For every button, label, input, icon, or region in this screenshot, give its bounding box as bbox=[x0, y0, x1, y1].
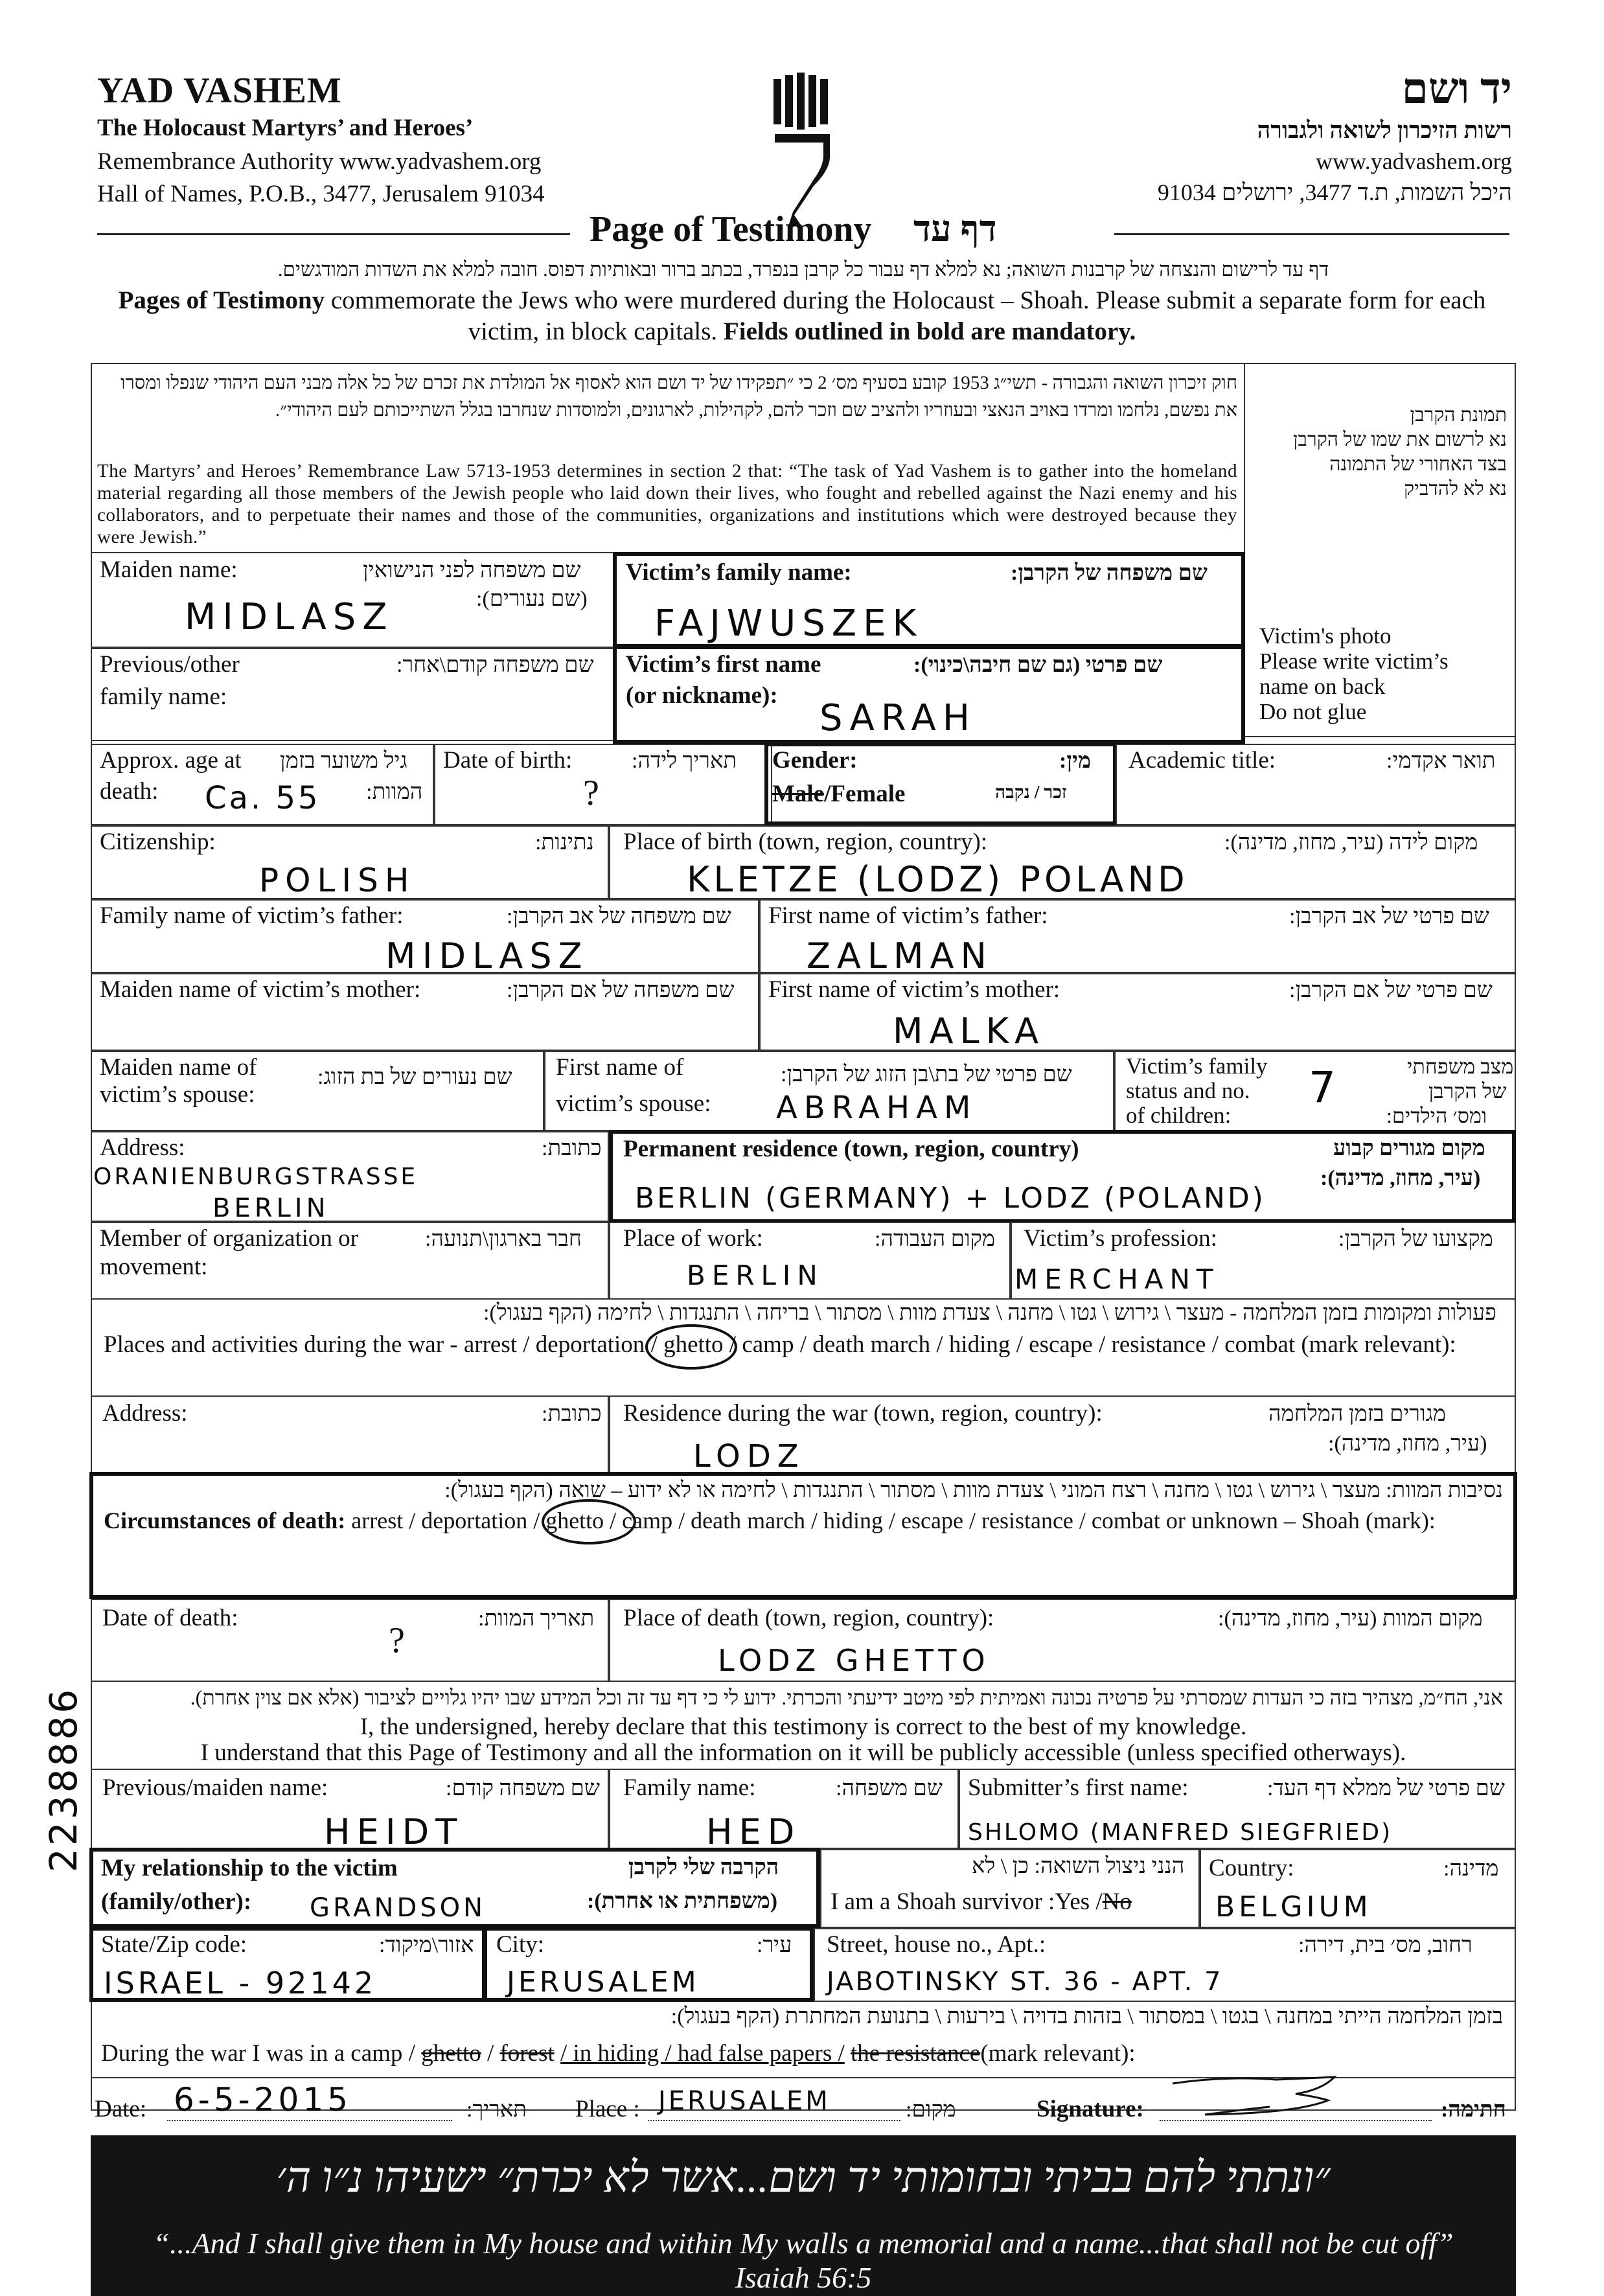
pob-label: Place of birth (town, region, country): bbox=[623, 829, 988, 855]
address-label-he: כתובת: bbox=[542, 1136, 602, 1160]
pod-value: LODZ GHETTO bbox=[718, 1643, 991, 1678]
member-org-label-1: Member of organization or bbox=[100, 1225, 358, 1252]
spouse-first-label-he: שם פרטי של בת\בן הזוג של הקרבן: bbox=[781, 1062, 1072, 1086]
signature-label-he: חתימה: bbox=[1441, 2098, 1506, 2122]
relationship-label-he-2: (משפחתית או אחרת): bbox=[587, 1889, 778, 1913]
gender-options bbox=[772, 780, 905, 808]
spouse-maiden-label-2: victim’s spouse: bbox=[100, 1081, 255, 1108]
relationship-value: GRANDSON bbox=[310, 1893, 487, 1923]
country-value: BELGIUM bbox=[1215, 1890, 1372, 1923]
org-line-3-en: Hall of Names, P.O.B., 3477, Jerusalem 91034 bbox=[97, 181, 545, 207]
survivor-label-he: הנני ניצול השואה: כן \ לא bbox=[972, 1854, 1185, 1878]
place-label-he: מקום: bbox=[906, 2098, 956, 2122]
maiden-name-label-he2: (שם נעורים): bbox=[476, 587, 588, 611]
mother-maiden-label: Maiden name of victim’s mother: bbox=[100, 976, 421, 1003]
place-line bbox=[648, 2120, 900, 2121]
mother-maiden-label-he: שם משפחה של אם הקרבן: bbox=[507, 978, 735, 1002]
photo-he-1: תמונת הקרבן bbox=[1410, 404, 1507, 426]
academic-label-he: תואר אקדמי: bbox=[1386, 749, 1496, 773]
activities-label-he: פעולות ומקומות בזמן המלחמה - מעצר \ גירוש \ גטו \ מחנה \ צעדת מוות \ מסתור \ בריחה \ התנגדות \ לחימה (הקף בעגול): bbox=[483, 1301, 1496, 1325]
pod-label-he: מקום המוות (עיר, מחוז, מדינה): bbox=[1218, 1607, 1483, 1631]
relationship-label-1: My relationship to the victim bbox=[101, 1855, 398, 1881]
place-label: Place : bbox=[575, 2096, 640, 2122]
survivor-label-en bbox=[831, 1888, 1132, 1916]
father-first-value: ZALMAN bbox=[807, 936, 993, 976]
side-registration-number: 2238886 bbox=[41, 1686, 86, 1872]
member-org-label-2: movement: bbox=[100, 1254, 208, 1280]
relationship-label-2: (family/other): bbox=[101, 1888, 252, 1915]
permanent-residence-value: BERLIN (GERMANY) + LODZ (POLAND) bbox=[635, 1182, 1266, 1215]
profession-label: Victim’s profession: bbox=[1024, 1225, 1217, 1252]
submitter-prev-name-label-he: שם משפחה קודם: bbox=[446, 1776, 600, 1800]
age-label-1: Approx. age at bbox=[100, 747, 242, 774]
declaration-en-2: I understand that this Page of Testimony and all the information on it will be publicly accessible (unless specified otherways). bbox=[200, 1739, 1406, 1766]
org-name-he: יד ושם bbox=[1401, 65, 1512, 113]
org-line-3-he: היכל השמות, ת.ד 3477, ירושלים 91034 bbox=[1157, 179, 1512, 205]
signature-scribble-icon bbox=[1166, 2071, 1347, 2122]
gender-label: Gender: bbox=[772, 747, 858, 774]
header-rule-right bbox=[1114, 233, 1509, 235]
spouse-maiden-label-he: שם נעורים של בת הזוג: bbox=[317, 1065, 512, 1089]
circumstances-label-en-rest: arrest / deportation / ghetto / camp / death march / hiding / escape / resistance / combat or unknown – Shoah (mark): bbox=[345, 1508, 1436, 1533]
during-war-field[interactable] bbox=[91, 2002, 1516, 2078]
zip-label-he: אזור\מיקוד: bbox=[379, 1933, 474, 1957]
street-label-he: רחוב, מס׳ בית, דירה: bbox=[1298, 1933, 1472, 1957]
signature-label: Signature: bbox=[1037, 2096, 1144, 2122]
circumstances-label-en bbox=[104, 1507, 1436, 1534]
date-label-he: תאריך: bbox=[466, 2098, 527, 2122]
war-residence-value: LODZ bbox=[693, 1438, 805, 1475]
pob-value: KLETZE (LODZ) POLAND bbox=[687, 859, 1189, 900]
intro-he: דף עד לרישום והנצחה של קרבנות השואה; נא למלא דף עבור כל קרבן בנפרד, בכתב ברור ובאותיות דפוס. חובה למלא את השדות המודגשים. bbox=[277, 258, 1329, 281]
address-value-1: ORANIENBURGSTRASSE bbox=[93, 1164, 418, 1190]
declaration-he: אני, הח״מ, מצהיר בזה כי העדות שמסרתי על פרטיה נכונה ואמיתית לפי מיטב ידיעתי והכרתי. ידוע לי כי דף עד זה וכל המידע שבו יהיו גלויים לציבור (אלא אם צוין אחרת). bbox=[190, 1686, 1503, 1709]
intro-en-bold2: Fields outlined in bold are mandatory. bbox=[723, 317, 1136, 345]
previous-name-label-he: שם משפחה קודם\אחר: bbox=[396, 653, 594, 677]
gender-label-he: מין: bbox=[1059, 749, 1092, 773]
address-value-2: BERLIN bbox=[212, 1193, 330, 1223]
activities-field[interactable] bbox=[91, 1300, 1516, 1395]
intro-en bbox=[97, 285, 1507, 347]
city-value: JERUSALEM bbox=[507, 1966, 700, 1999]
family-status-label-he-3: ומס׳ הילדים: bbox=[1386, 1104, 1487, 1127]
war-address-label-he: כתובת: bbox=[542, 1402, 602, 1426]
permanent-residence-label-he-1: מקום מגורים קבוע bbox=[1333, 1136, 1485, 1160]
submitter-prev-name-value: HEIDT bbox=[324, 1811, 464, 1852]
city-label-he: עיר: bbox=[757, 1933, 792, 1957]
intro-en-bold: Pages of Testimony bbox=[118, 286, 325, 314]
maiden-name-label-he: שם משפחה לפני הנישואין bbox=[363, 558, 581, 582]
intro-en-rest: commemorate the Jews who were murdered during the Holocaust – Shoah. Please submit a separate form for each victim, in block capitals. bbox=[325, 286, 1486, 345]
date-line bbox=[167, 2120, 452, 2121]
date-value: 6-5-2015 bbox=[174, 2081, 352, 2118]
survivor-option-no: No bbox=[1102, 1888, 1132, 1915]
mother-first-value: MALKA bbox=[893, 1011, 1046, 1051]
gender-options-he: זכר / נקבה bbox=[995, 783, 1067, 803]
citizenship-label: Citizenship: bbox=[100, 829, 216, 855]
place-value: JERUSALEM bbox=[658, 2086, 831, 2116]
family-status-label-2: status and no. bbox=[1126, 1078, 1250, 1103]
submitter-first-name-label-he: שם פרטי של ממלא דף העד: bbox=[1267, 1776, 1505, 1800]
submitter-family-name-value: HED bbox=[706, 1811, 801, 1852]
spouse-first-label-2: victim’s spouse: bbox=[556, 1090, 711, 1117]
photo-en-1: Victim's photo bbox=[1259, 623, 1392, 649]
street-value: JABOTINSKY ST. 36 - APT. 7 bbox=[827, 1967, 1223, 1997]
zip-label: State/Zip code: bbox=[101, 1931, 247, 1958]
submitter-family-name-label-he: שם משפחה: bbox=[836, 1776, 943, 1800]
age-label-2: death: bbox=[100, 778, 159, 805]
circumstances-label-he: נסיבות המוות: מעצר \ גירוש \ גטו \ מחנה \ רצח המוני \ צעדת מוות \ מסתור \ התנגדות \ לחימה או לא ידוע – שואה (הקף בעגול): bbox=[444, 1478, 1503, 1502]
first-name-value: SARAH bbox=[819, 697, 976, 739]
dob-label-he: תאריך לידה: bbox=[632, 749, 737, 773]
header-rule-left bbox=[97, 233, 570, 235]
permanent-residence-label-he-2: (עיר, מחוז, מדינה): bbox=[1320, 1166, 1481, 1190]
family-status-label-he-2: של הקרבן bbox=[1428, 1079, 1507, 1103]
age-label-he-2: המוות: bbox=[366, 780, 423, 804]
spouse-first-label-1: First name of bbox=[556, 1054, 684, 1081]
family-status-label-3: of children: bbox=[1126, 1103, 1232, 1128]
city-label: City: bbox=[496, 1931, 545, 1958]
during-war-label-en: During the war I was in a camp / ghetto / forest / in hiding / had false papers / the resistance(mark relevant): bbox=[101, 2040, 1136, 2067]
maiden-name-label: Maiden name: bbox=[100, 557, 238, 583]
age-label-he-1: גיל משוער בזמן bbox=[280, 749, 407, 773]
org-line-2-en: Remembrance Authority www.yadvashem.org bbox=[97, 148, 542, 175]
spouse-first-value: ABRAHAM bbox=[776, 1090, 978, 1126]
submitter-first-name-label: Submitter’s first name: bbox=[968, 1774, 1189, 1801]
survivor-label-en-text: I am a Shoah survivor :Yes / bbox=[831, 1888, 1103, 1915]
war-address-label: Address: bbox=[102, 1400, 188, 1427]
workplace-label: Place of work: bbox=[623, 1225, 763, 1252]
during-war-pre: During the war I was in a camp / bbox=[101, 2040, 415, 2067]
father-family-label-he: שם משפחה של אב הקרבן: bbox=[507, 904, 731, 928]
zip-value: ISRAEL - 92142 bbox=[104, 1966, 377, 2001]
mother-first-label-he: שם פרטי של אם הקרבן: bbox=[1289, 978, 1493, 1002]
previous-name-label-2: family name: bbox=[100, 683, 227, 710]
dob-value: ? bbox=[583, 773, 599, 813]
dob-label: Date of birth: bbox=[443, 747, 573, 774]
dod-value: ? bbox=[389, 1620, 405, 1660]
footer-quote-en: “...And I shall give them in My house and within My walls a memorial and a name...that shall not be cut off” Isaiah 56:5 bbox=[153, 2227, 1454, 2294]
war-residence-label: Residence during the war (town, region, country): bbox=[623, 1400, 1103, 1427]
photo-en-3: name on back bbox=[1259, 674, 1386, 699]
profession-value: MERCHANT bbox=[1014, 1263, 1220, 1295]
maiden-name-value: MIDLASZ bbox=[185, 596, 394, 638]
war-residence-label-he-2: (עיר, מחוז, מדינה): bbox=[1328, 1432, 1487, 1456]
children-value: 7 bbox=[1309, 1062, 1342, 1112]
workplace-value: BERLIN bbox=[687, 1259, 824, 1291]
first-name-label-1: Victim’s first name bbox=[626, 651, 821, 678]
workplace-label-he: מקום העבודה: bbox=[875, 1227, 996, 1251]
gender-option-male: Male bbox=[772, 781, 825, 807]
mother-first-label: First name of victim’s mother: bbox=[768, 976, 1060, 1003]
family-name-value: FAJWUSZEK bbox=[654, 603, 923, 645]
family-status-label-he-1: מצב משפחתי bbox=[1407, 1055, 1514, 1078]
spouse-maiden-label-1: Maiden name of bbox=[100, 1054, 257, 1081]
gender-option-female: /Female bbox=[824, 781, 906, 807]
citizenship-label-he: נתינות: bbox=[535, 831, 594, 855]
org-name-en: YAD VASHEM bbox=[97, 71, 342, 111]
academic-label: Academic title: bbox=[1129, 747, 1276, 774]
during-war-label-he: בזמן המלחמה הייתי במחנה \ בגטו \ במסתור \ בזהות בדויה \ בירעות \ בתנועת המחתרת (הקף בעגול): bbox=[670, 2004, 1503, 2028]
profession-label-he: מקצועו של הקרבן: bbox=[1338, 1227, 1493, 1251]
form-title-en: Page of Testimony bbox=[590, 209, 872, 249]
father-first-label: First name of victim’s father: bbox=[768, 902, 1048, 929]
circumstances-label-en-bold: Circumstances of death: bbox=[104, 1508, 346, 1533]
street-label: Street, house no., Apt.: bbox=[827, 1931, 1046, 1958]
date-label: Date: bbox=[95, 2096, 147, 2122]
citizenship-value: POLISH bbox=[259, 862, 416, 899]
family-status-label-1: Victim’s family bbox=[1126, 1053, 1268, 1079]
first-name-label-2: (or nickname): bbox=[626, 682, 778, 709]
country-label: Country: bbox=[1209, 1855, 1294, 1881]
relationship-label-he-1: הקרבה שלי לקרבן bbox=[628, 1855, 779, 1879]
dod-label: Date of death: bbox=[102, 1605, 238, 1631]
during-war-resistance: the resistance bbox=[851, 2040, 981, 2067]
during-war-post: (mark relevant): bbox=[980, 2040, 1136, 2067]
first-name-label-he: שם פרטי (גם שם חיבה\כינוי): bbox=[913, 653, 1163, 677]
org-line-1-he: רשות הזיכרון לשואה ולגבורה bbox=[1257, 117, 1512, 143]
pob-label-he: מקום לידה (עיר, מחוז, מדינה): bbox=[1224, 831, 1478, 855]
footer-quote-he: ״ונתתי להם בביתי ובחומותי יד ושם...אשר לא יכרת״ ישעיהו נ״ו ה׳ bbox=[276, 2154, 1331, 2201]
submitter-family-name-label: Family name: bbox=[623, 1774, 756, 1801]
permanent-residence-label: Permanent residence (town, region, country) bbox=[623, 1136, 1079, 1162]
org-line-2-he: www.yadvashem.org bbox=[1316, 148, 1512, 174]
during-war-forest: forest bbox=[499, 2040, 555, 2067]
age-value: Ca. 55 bbox=[205, 780, 321, 816]
family-name-label-he: שם משפחה של הקרבן: bbox=[1011, 561, 1208, 585]
country-label-he: מדינה: bbox=[1443, 1857, 1499, 1881]
photo-en-4: Do not glue bbox=[1259, 699, 1367, 724]
during-war-mid: / in hiding / had false papers / bbox=[560, 2040, 845, 2067]
previous-name-label-1: Previous/other bbox=[100, 651, 240, 678]
activities-label-en: Places and activities during the war - arrest / deportation / ghetto / camp / death march / hiding / escape / resistance / combat (mark relevant): bbox=[104, 1331, 1456, 1358]
form-title-he: דף עד bbox=[913, 209, 997, 249]
law-text-en: The Martyrs’ and Heroes’ Remembrance Law 5713-1953 determines in section 2 that: “The task of Yad Vashem is to gather into the homeland material regarding all those members of the Jewish people who laid down their lives, who fought and rebelled against the Nazi enemy and his collaborators, and to perpetuate their names and those of the communities, organizations and institutions which were destroyed because they were Jewish.” bbox=[97, 461, 1237, 547]
father-family-label: Family name of victim’s father: bbox=[100, 902, 404, 929]
address-label: Address: bbox=[100, 1134, 185, 1161]
during-war-ghetto: ghetto bbox=[421, 2040, 481, 2067]
law-text-he: חוק זיכרון השואה והגבורה - תשי״ג 1953 קובע בסעיף מס׳ 2 כי ״תפקידו של יד ושם הוא לאסוף אל המולדת את זכרם של כל אלה מבני העם היהודי שנפלו ומסרו את נפשם, נלחמו ומרדו באויב הנאצי ובעוזריו ולהציב שם וזכר להם, לקהילות, לארגונים, ולמוסדות שנחרבו בגלל השתייכותם לעם היהודי״. bbox=[120, 373, 1237, 420]
photo-he-2: נא לרשום את שמו של הקרבן bbox=[1292, 429, 1507, 450]
org-line-1-en: The Holocaust Martyrs’ and Heroes’ bbox=[97, 115, 474, 141]
ghetto-circle-circumstances bbox=[542, 1499, 636, 1544]
pod-label: Place of death (town, region, country): bbox=[623, 1605, 994, 1631]
war-residence-label-he-1: מגורים בזמן המלחמה bbox=[1268, 1402, 1447, 1426]
father-family-value: MIDLASZ bbox=[385, 936, 589, 976]
submitter-first-name-value: SHLOMO (MANFRED SIEGFRIED) bbox=[968, 1819, 1393, 1846]
photo-he-3: בצד האחורי של התמונה bbox=[1329, 453, 1507, 475]
dod-label-he: תאריך המוות: bbox=[478, 1607, 595, 1631]
father-first-label-he: שם פרטי של אב הקרבן: bbox=[1289, 904, 1489, 928]
photo-he-4: נא לא להדביק bbox=[1404, 478, 1507, 499]
member-org-label-he: חבר בארגון\תנועה: bbox=[425, 1227, 582, 1251]
family-name-label: Victim’s family name: bbox=[626, 559, 852, 586]
photo-en-2: Please write victim’s bbox=[1259, 649, 1449, 674]
declaration-en-1: I, the undersigned, hereby declare that this testimony is correct to the best of my knowledge. bbox=[360, 1714, 1247, 1740]
submitter-prev-name-label: Previous/maiden name: bbox=[102, 1774, 328, 1801]
